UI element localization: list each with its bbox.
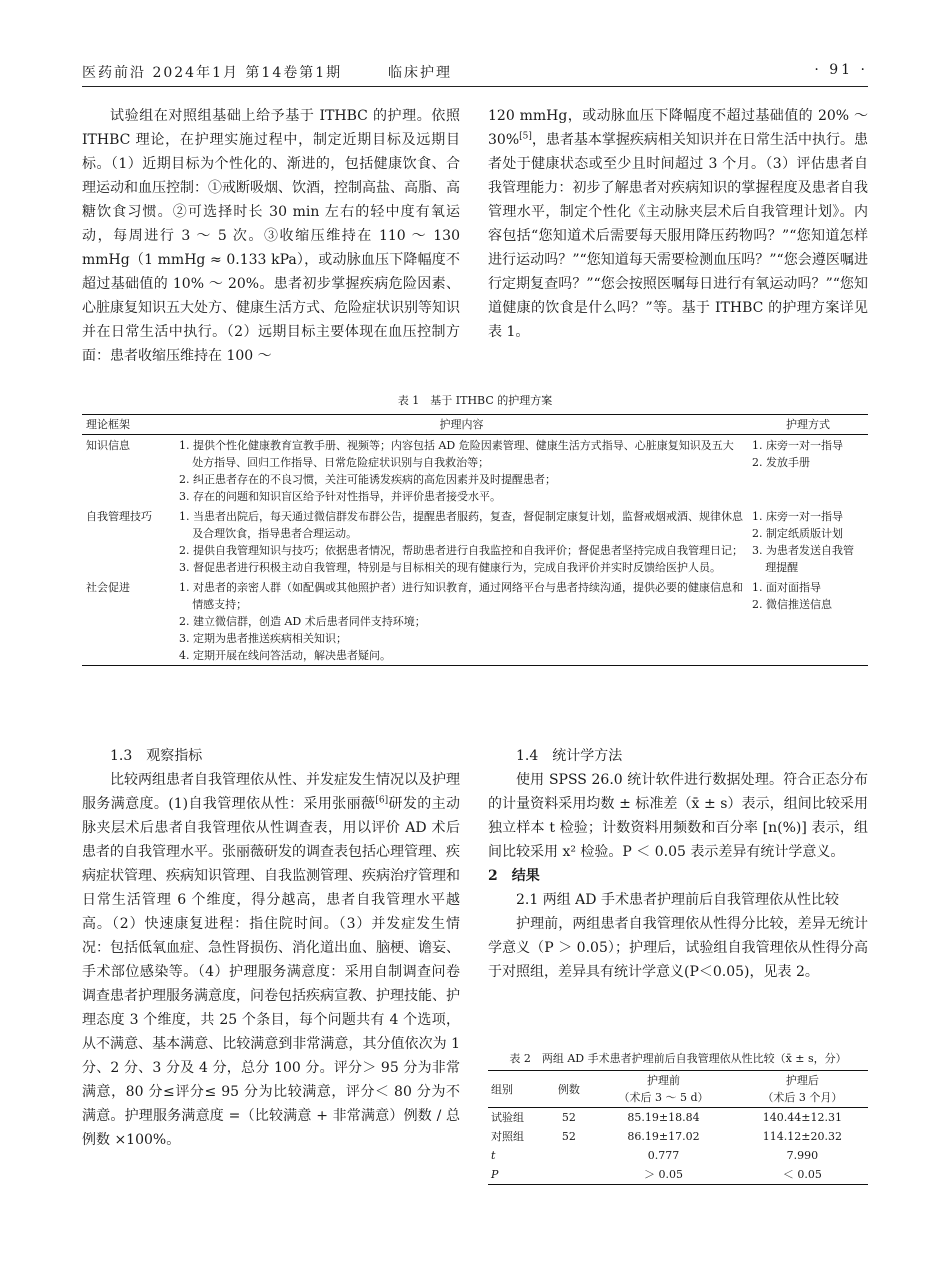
pre-cell: 0.777 [647,1149,680,1162]
header-subline: （术后 3 ～ 5 d） [618,1091,709,1104]
table1-row [82,577,868,666]
group-cell: 对照组 [491,1130,524,1143]
table1-row [82,506,868,577]
n-cell [548,1146,591,1165]
pre-cell: ＞ 0.05 [643,1168,683,1181]
section-1-4-title: 1.4 统计学方法 [516,748,623,764]
method-cell [748,506,868,577]
left-column-top [82,104,460,368]
right-column-top [488,104,868,344]
table2-header-post [737,1071,868,1108]
n-cell [548,1165,591,1185]
method-cell [748,435,868,507]
header-subline: （术后 3 个月） [762,1091,843,1104]
framework-cell: 知识信息 [86,439,130,452]
text-segment: 比较两组患者自我管理依从性、并发症发生情况以及护理服务满意度。(1)自我管理依从性：采用张丽薇 [82,772,460,812]
table1-row [82,435,868,507]
content-item: 1. 对患者的亲密人群（如配偶或其他照护者）进行知识教育，通过网络平台与患者持续沟通，提供必要的健康信息和情感支持； [179,581,743,611]
text-segment: 研发的主动脉夹层术后患者自我管理依从性调查表，用以评价 AD 术后患者的自我管理水平。张丽薇研发的调查表包括心理管理、疾病症状管理、疾病知识管理、自我监测管理、疾病治疗管理和日常生活管理 6 个维度，得分越高，患者自我管理水平越高。（2）快速康复进程：指住院时间。（3）并发症发生情况：包括低氧血症、急性肾损伤、消化道出血、脑梗、谵妄、手术部位感染等。（4）护理服务满意度：采用自制调查问卷调查患者护理服务满意度，问卷包括疾病宣教、护理技能、护理态度 3 个维度，共 25 个条目，每个问题共有 4 个选项，从不满意、基本满意、比较满意到非常满意，其分值依次为 1 分、2 分、3 分及 4 分，总分 100 分。评分＞ 95 分为非常满意，80 分≤评分≤ 95 分为比较满意，评分＜ 80 分为不满意。护理服务满意度 =（比较满意 + 非常满意）例数 / 总例数 ×100%。 [82,796,460,1148]
n-cell: 52 [561,1111,576,1124]
header-line: 护理后 [785,1074,819,1087]
right-column-bottom [488,744,868,984]
table1-caption: 表 1 基于 ITHBC 的护理方案 [397,394,553,407]
table1-header-method: 护理方式 [748,415,868,435]
n-cell: 52 [561,1130,576,1143]
group-cell: 试验组 [491,1111,524,1124]
table-row [488,1127,868,1146]
paragraph-results: 护理前，两组患者自我管理依从性得分比较，差异无统计学意义（P ＞ 0.05）；护理后，试验组自我管理依从性得分高于对照组，差异具有统计学意义(P＜0.05)，见表 2。 [488,916,868,980]
post-cell: ＜ 0.05 [782,1168,822,1181]
method-item: 2. 制定纸质版计划 [752,527,843,540]
page-number: · 91 · [814,62,868,78]
method-item: 2. 微信推送信息 [752,598,832,611]
paragraph-experimental-group: 试验组在对照组基础上给予基于 ITHBC 的护理。依照 ITHBC 理论，在护理实施过程中，制定近期目标及远期目标。（1）近期目标为个性化的、渐进的，包括健康饮食、合理运动和血压控制：①戒断吸烟、饮酒，控制高盐、高脂、高糖饮食习惯。②可选择时长 30 min 左右的轻中度有氧运动，每周进行 3 ～ 5 次。③收缩压维持在 110 ～ 130 mmHg（1 mmHg ≈ 0.133 kPa），或动脉血压下降幅度不超过基础值的 10% ～ 20%。患者初步掌握疾病危险因素、心脏康复知识五大处方、健康生活方式、危险症状识别等知识并在日常生活中执行。（2）远期目标主要体现在血压控制方面：患者收缩压维持在 100 ～ [82,108,460,364]
paragraph-observation-indicators [82,768,460,1152]
content-item: 2. 纠正患者存在的不良习惯，关注可能诱发疾病的高危因素并及时提醒患者； [179,473,556,486]
method-cell [748,577,868,666]
header-rule [82,86,868,87]
content-item: 1. 当患者出院后，每天通过微信群发布群公告，提醒患者服药，复查，督促制定康复计划，监督戒烟戒酒、规律休息及合理饮食，指导患者合理运动。 [179,510,743,540]
left-column-bottom [82,744,460,1152]
content-item: 3. 督促患者进行积极主动自我管理，特别是与目标相关的现有健康行为，完成自我评价并实时反馈给医护人员。 [179,561,721,574]
group-cell: P [491,1168,499,1181]
table-row [488,1108,868,1128]
group-cell: t [491,1149,496,1162]
table1-header-framework: 理论框架 [82,415,175,435]
table1-header-content: 护理内容 [175,415,748,435]
running-header [82,62,868,88]
method-item: 1. 面对面指导 [752,581,821,594]
method-item: 2. 发放手册 [752,456,810,469]
content-item: 3. 定期为患者推送疾病相关知识； [179,632,347,645]
framework-cell: 社会促进 [86,581,130,594]
content-item: 3. 存在的问题和知识盲区给予针对性指导，并评价患者接受水平。 [179,490,501,503]
text-segment: ，患者基本掌握疾病相关知识并在日常生活中执行。患者处于健康状态或至少且时间超过 3 个月。（3）评估患者自我管理能力：初步了解患者对疾病知识的掌握程度及患者自我管理水平，制定个性化《主动脉夹层术后自我管理计划》。内容包括“您知道术后需要每天服用降压药物吗？”“您知道怎样进行运动吗？”“您知道每天需要检测血压吗？”“您会遵医嘱进行定期复查吗？”“您会按照医嘱每日进行有氧运动吗？”“您知道健康的饮食是什么吗？”等。基于 ITHBC 的护理方案详见表 1。 [488,132,868,340]
table2-header-n: 例数 [548,1071,591,1108]
content-item: 2. 提供自我管理知识与技巧；依据患者情况，帮助患者进行自我监控和自我评价；督促患者坚持完成自我管理日记； [179,544,743,557]
framework-cell: 自我管理技巧 [86,510,152,523]
content-item: 4. 定期开展在线问答活动，解决患者疑问。 [179,649,391,662]
content-cell [175,506,748,577]
pre-cell: 85.19±18.84 [627,1111,700,1124]
table2-header-pre [590,1071,737,1108]
pre-cell: 86.19±17.02 [627,1130,700,1143]
post-cell: 114.12±20.32 [762,1130,842,1143]
table2-caption: 表 2 两组 AD 手术患者护理前后自我管理依从性比较（x̄ ± s，分） [509,1052,847,1065]
journal-info: 医药前沿 2024年1月 第14卷第1期 [82,65,343,81]
method-item: 3. 为患者发送自我管理提醒 [752,544,854,574]
paragraph-statistics: 使用 SPSS 26.0 统计软件进行数据处理。符合正态分布的计量资料采用均数 ± 标准差（x̄ ± s）表示，组间比较采用独立样本 t 检验；计数资料用频数和百分率 [n(%)] 表示，组间比较采用 x² 检验。P ＜ 0.05 表示差异有统计学意义。 [488,772,868,860]
citation-5: [5] [519,131,532,142]
method-item: 1. 床旁一对一指导 [752,439,843,452]
content-item: 2. 建立微信群，创造 AD 术后患者同伴支持环境； [179,615,426,628]
post-cell: 7.990 [786,1149,819,1162]
table1 [82,414,868,666]
section-2-title: 2 结果 [488,868,540,884]
text-segment: 120 mmHg，或动脉血压下降幅度不超过基础值的 20% ～ 30% [488,108,868,148]
table-row [488,1146,868,1165]
method-item: 1. 床旁一对一指导 [752,510,843,523]
section-1-3-title: 1.3 观察指标 [110,748,203,764]
table-row [488,1165,868,1185]
table2 [488,1070,868,1185]
post-cell: 140.44±12.31 [762,1111,842,1124]
citation-6: [6] [375,795,389,806]
table2-header-group: 组别 [488,1071,548,1108]
content-cell [175,435,748,507]
section-name: 临床护理 [388,65,452,81]
content-item: 1. 提供个性化健康教育宣教手册、视频等；内容包括 AD 危险因素管理、健康生活方式指导、心脏康复知识及五大处方指导、回归工作指导、日常危险症状识别与自我救治等； [179,439,734,469]
section-2-1-title: 2.1 两组 AD 手术患者护理前后自我管理依从性比较 [516,892,839,908]
paragraph-long-term-goal [488,104,868,344]
content-cell [175,577,748,666]
header-line: 护理前 [646,1074,680,1087]
